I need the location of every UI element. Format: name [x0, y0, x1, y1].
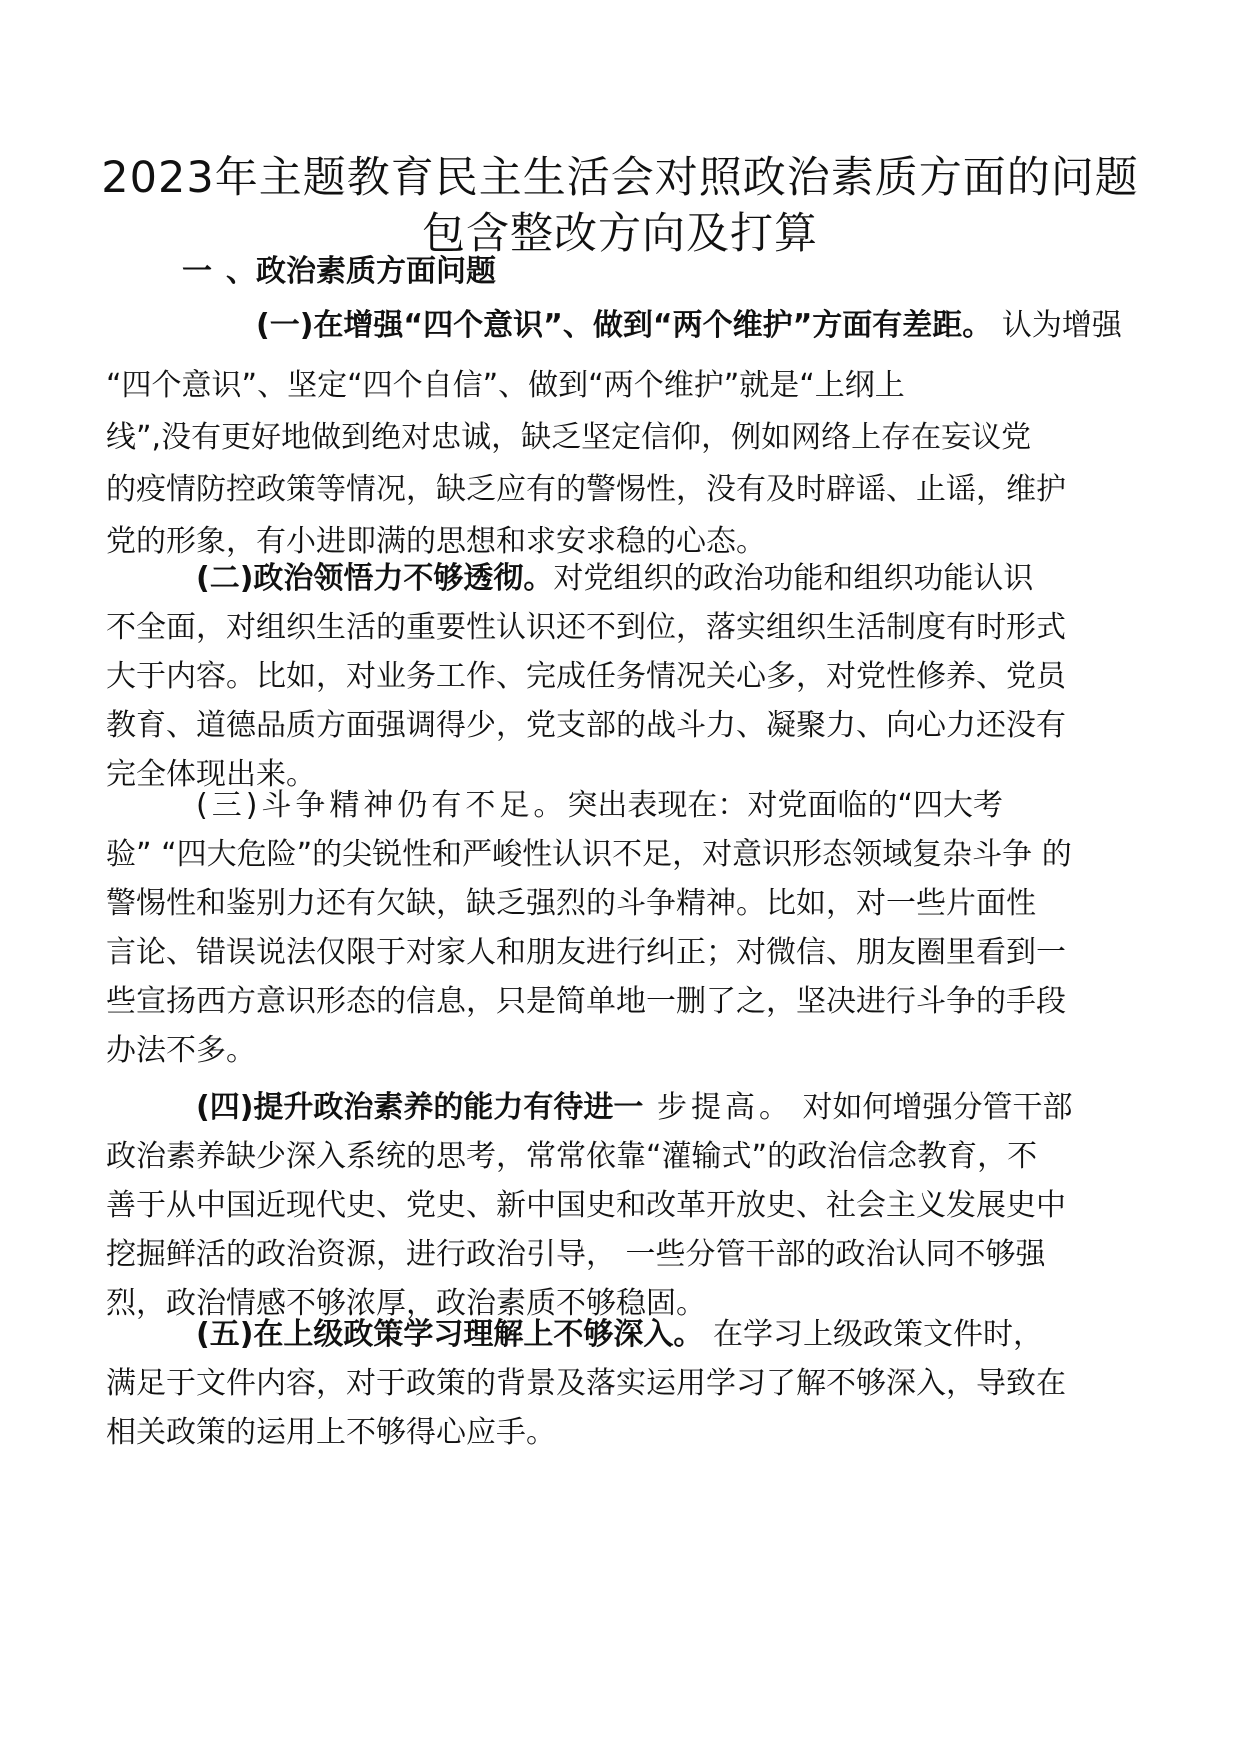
paragraph-4	[106, 1083, 1136, 1328]
paragraph-text: 在学习上级政策文件时，	[712, 1317, 1043, 1352]
title-line-1: 2023年主题教育民主生活会对照政治素质方面的问题	[101, 153, 1139, 203]
paragraph-line: 大于内容。比如，对业务工作、完成任务情况关心多，对党性修养、党员	[106, 659, 1066, 694]
paragraph-line: 不全面，对组织生活的重要性认识还不到位，落实组织生活制度有时形式	[106, 610, 1066, 645]
paragraph-line: 验” “四大危险”的尖锐性和严峻性认识不足，对意识形态领域复杂斗争 的	[106, 837, 1072, 872]
paragraph-heading: (五)在上级政策学习理解上不够深入。	[196, 1317, 704, 1352]
paragraph-line: 的疫情防控政策等情况，缺乏应有的警惕性，没有及时辟谣、止谣，维护	[106, 472, 1066, 507]
paragraph-line	[106, 554, 1136, 603]
paragraph-1	[106, 300, 1136, 568]
paragraph-line: 言论、错误说法仅限于对家人和朋友进行纠正；对微信、朋友圈里看到一	[106, 935, 1066, 970]
paragraph-text: 认为增强	[1001, 308, 1122, 343]
paragraph-heading: (二)政治领悟力不够透彻。	[196, 561, 554, 596]
paragraph-text: 对如何增强分管干部	[802, 1090, 1073, 1125]
paragraph-line: 烈，政治情感不够浓厚，政治素质不够稳固。	[106, 1286, 706, 1321]
paragraph-text: 对党组织的政治功能和组织功能认识	[553, 561, 1034, 596]
paragraph-line: 善于从中国近现代史、党史、新中国史和改革开放史、社会主义发展史中	[106, 1188, 1066, 1223]
section-number: 一	[182, 254, 212, 289]
paragraph-text: 突出表现在：对党面临的“四大考	[567, 788, 1003, 823]
section-heading-text: 、政治素质方面问题	[226, 254, 496, 289]
document-title	[0, 150, 1240, 262]
section-heading	[182, 252, 496, 292]
paragraph-line: 些宣扬西方意识形态的信息，只是简单地一删了之，坚决进行斗争的手段	[106, 984, 1066, 1019]
paragraph-3	[106, 781, 1136, 1075]
paragraph-line: 教育、道德品质方面强调得少，党支部的战斗力、凝聚力、向心力还没有	[106, 708, 1066, 743]
paragraph-heading: (三)斗争精神仍有不足。	[196, 788, 568, 823]
paragraph-heading: (四)提升政治素养的能力有待进一	[196, 1090, 644, 1125]
paragraph-heading: (一)在增强“四个意识”、做到“两个维护”方面有差距。	[256, 308, 993, 343]
paragraph-line: 政治素养缺少深入系统的思考，常常依靠“灌输式”的政治信念教育，不	[106, 1139, 1038, 1174]
paragraph-line: 满足于文件内容，对于政策的背景及落实运用学习了解不够深入，导致在	[106, 1366, 1066, 1401]
paragraph-line: 完全体现出来。	[106, 757, 316, 792]
paragraph-line: 相关政策的运用上不够得心应手。	[106, 1415, 556, 1450]
paragraph-line: 警惕性和鉴别力还有欠缺，缺乏强烈的斗争精神。比如，对一些片面性	[106, 886, 1036, 921]
paragraph-line: 线”,没有更好地做到绝对忠诚，缺乏坚定信仰，例如网络上存在妄议党	[106, 420, 1032, 455]
paragraph-line: “四个意识”、坚定“四个自信”、做到“两个维护”就是“上纲上	[106, 368, 905, 403]
paragraph-heading-tail: 步提高。	[643, 1090, 793, 1125]
paragraph-line: 办法不多。	[106, 1033, 256, 1068]
paragraph-line: 党的形象，有小进即满的思想和求安求稳的心态。	[106, 524, 766, 559]
paragraph-line	[106, 300, 1136, 360]
paragraph-line: 挖掘鲜活的政治资源，进行政治引导， 一些分管干部的政治认同不够强	[106, 1237, 1046, 1272]
title-line-2: 包含整改方向及打算	[422, 209, 818, 259]
paragraph-5	[106, 1310, 1136, 1457]
paragraph-line	[106, 781, 1136, 830]
paragraph-2	[106, 554, 1136, 799]
paragraph-line	[106, 1083, 1136, 1132]
paragraph-line	[106, 1310, 1136, 1359]
